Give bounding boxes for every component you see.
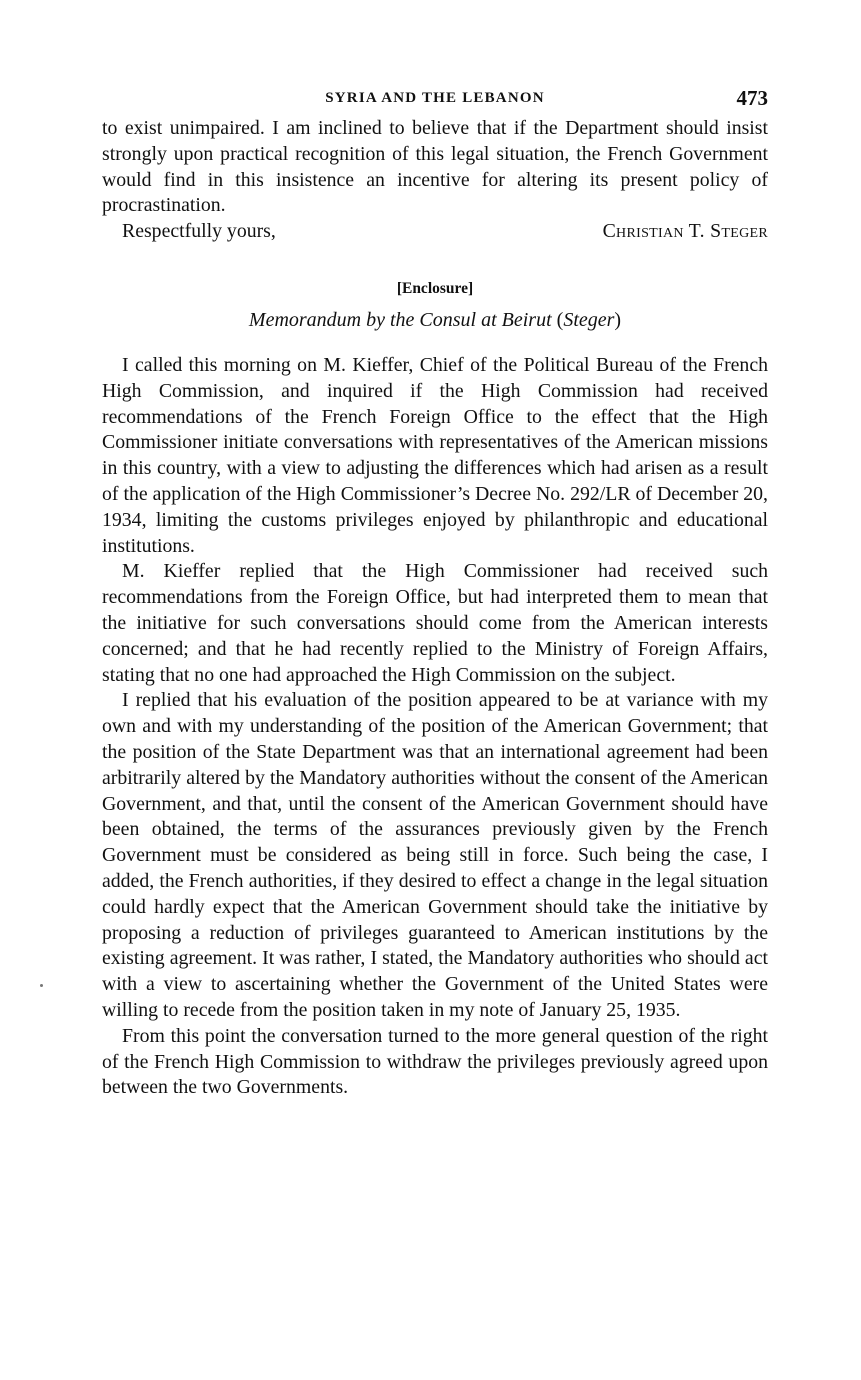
body-paragraph-2: M. Kieffer replied that the High Commissioner had received such recommendations from the Foreign Office, but had interpreted them to mean that the initiative for such conversations should come from the American interests concerned; and that he had recently replied to the Ministry of Foreign Affairs, stating that no one had approached the High Commission on the subject.: [102, 560, 768, 686]
memo-author: Steger: [563, 308, 615, 331]
running-title: SYRIA AND THE LEBANON: [325, 90, 545, 106]
body-paragraph-3: I replied that his evaluation of the position appeared to be at variance with my own and with my understanding of the position of the American Government; that the position of the State Department was that an international agreement had been arbitrarily altered by the Mandatory authorities without the consent of the American Government, and that, until the consent of the American Government should have been obtained, the terms of the assurances previously given by the French Government must be considered as being still in force. Such being the case, I added, the French authorities, if they desired to effect a change in the legal situation could hardly expect that the American Government should take the initiative by proposing a reduction of privileges guaranteed to American institutions by the existing agreement. It was rather, I stated, the Mandatory authorities who should act with a view to ascertaining whether the Government of the United States were willing to recede from the position taken in my note of January 25, 1935.: [102, 689, 768, 1021]
running-header: [102, 86, 768, 116]
letter-closing: [102, 219, 768, 245]
body-paragraph-1: I called this morning on M. Kieffer, Chief of the Political Bureau of the French High Commission, and inquired if the High Commission had received recommendations of the French Foreign Office to the effect that the High Commissioner initiate conversations with representatives of the American missions in this country, with a view to adjusting the differences which had arisen as a result of the application of the High Commissioner’s Decree No. 292/LR of December 20, 1934, limiting the customs privileges enjoyed by philanthropic and educational institutions.: [102, 353, 768, 557]
opening-paragraph: to exist unimpaired. I am inclined to believe that if the Department should insist strongly upon practical recognition of this legal situation, the French Government would find in this insistence an incentive for altering its present policy of procrastination.: [102, 117, 768, 217]
salutation: Respectfully yours,: [122, 220, 276, 243]
memo-title: [102, 305, 768, 335]
document-page: [102, 86, 768, 1101]
margin-speck: [40, 984, 43, 987]
enclosure-label: [Enclosure]: [396, 279, 474, 297]
memo-author-open: (: [556, 308, 564, 331]
body-paragraph-4: From this point the conversation turned to the more general question of the right of the French High Commission to withdraw the privileges previously agreed upon between the two Governments.: [102, 1024, 768, 1099]
page-number: 473: [736, 86, 768, 110]
memo-title-text: Memorandum by the Consul at Beirut: [248, 308, 552, 331]
signature: Christian T. Steger: [602, 220, 768, 243]
memo-author-close: ): [614, 308, 622, 331]
